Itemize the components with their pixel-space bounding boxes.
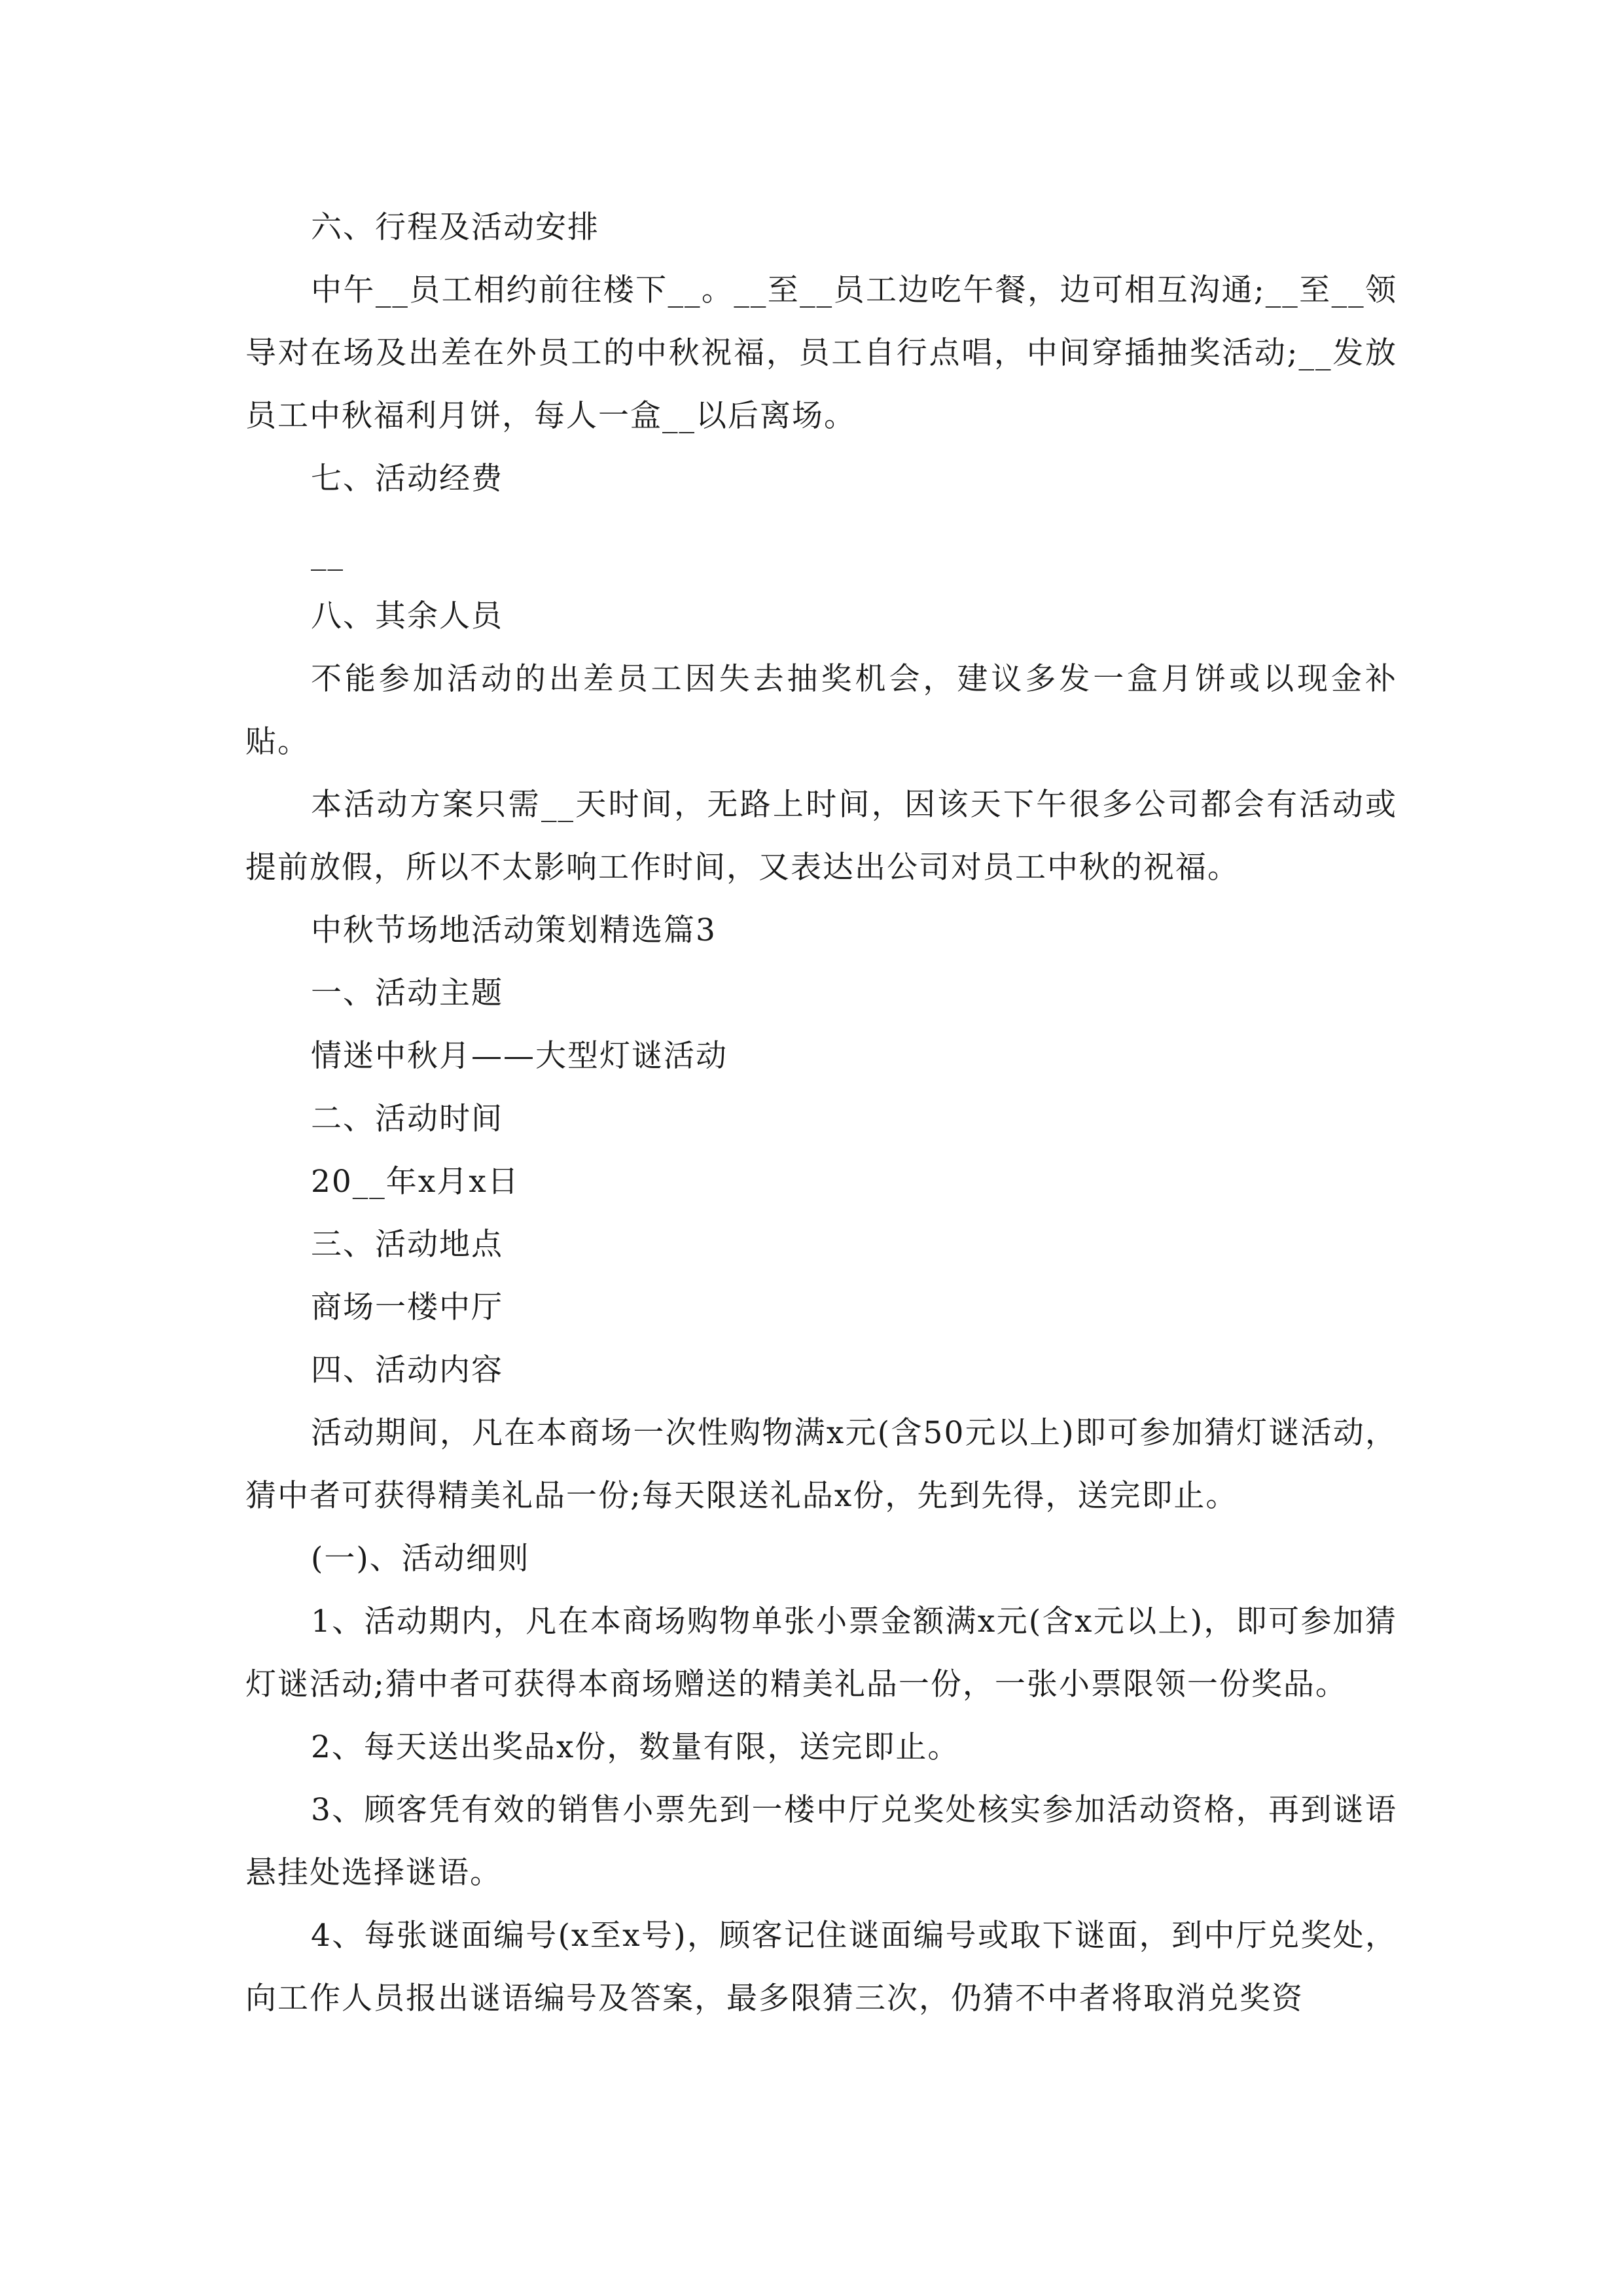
rule-item-2: 2、每天送出奖品x份，数量有限，送完即止。: [311, 1729, 960, 1765]
document-body: [245, 196, 1397, 2030]
paragraph-theme: 情迷中秋月——大型灯谜活动: [311, 1038, 728, 1074]
paragraph-budget-blank: __: [311, 535, 344, 571]
rule-item-3: 3、顾客凭有效的销售小票先到一楼中厅兑奖处核实参加活动资格，再到谜语悬挂处选择谜语。: [245, 1792, 1397, 1891]
paragraph-time: 20__年x月x日: [311, 1164, 520, 1200]
section-heading-itinerary: 六、行程及活动安排: [311, 209, 599, 245]
section-heading-budget: 七、活动经费: [311, 461, 503, 497]
subsection-heading-rules: (一)、活动细则: [311, 1541, 530, 1577]
section-heading-time: 二、活动时间: [311, 1101, 503, 1137]
article-title: 中秋节场地活动策划精选篇3: [311, 912, 717, 948]
paragraph-location: 商场一楼中厅: [311, 1289, 503, 1325]
section-heading-other-staff: 八、其余人员: [311, 598, 503, 634]
rule-item-4: 4、每张谜面编号(x至x号)，顾客记住谜面编号或取下谜面，到中厅兑奖处，向工作人员报出谜语编号及答案，最多限猜三次，仍猜不中者将取消兑奖资: [245, 1918, 1397, 2017]
section-heading-content: 四、活动内容: [311, 1352, 503, 1388]
paragraph-itinerary: 中午__员工相约前往楼下__。__至__员工边吃午餐，边可相互沟通;__至__领导对在场及出差在外员工的中秋祝福，员工自行点唱，中间穿插抽奖活动;__发放员工中秋福利月饼，每人一盒__以后离场。: [245, 272, 1397, 434]
paragraph-other-staff: 不能参加活动的出差员工因失去抽奖机会，建议多发一盒月饼或以现金补贴。: [245, 661, 1397, 760]
section-heading-location: 三、活动地点: [311, 1227, 503, 1263]
paragraph-content: 活动期间，凡在本商场一次性购物满x元(含50元以上)即可参加猜灯谜活动，猜中者可获得精美礼品一份;每天限送礼品x份，先到先得，送完即止。: [245, 1415, 1397, 1514]
paragraph-duration: 本活动方案只需__天时间，无路上时间，因该天下午很多公司都会有活动或提前放假，所以不太影响工作时间，又表达出公司对员工中秋的祝福。: [245, 787, 1397, 886]
section-heading-theme: 一、活动主题: [311, 975, 503, 1011]
rule-item-1: 1、活动期内，凡在本商场购物单张小票金额满x元(含x元以上)，即可参加猜灯谜活动;猜中者可获得本商场赠送的精美礼品一份，一张小票限领一份奖品。: [245, 1604, 1397, 1702]
